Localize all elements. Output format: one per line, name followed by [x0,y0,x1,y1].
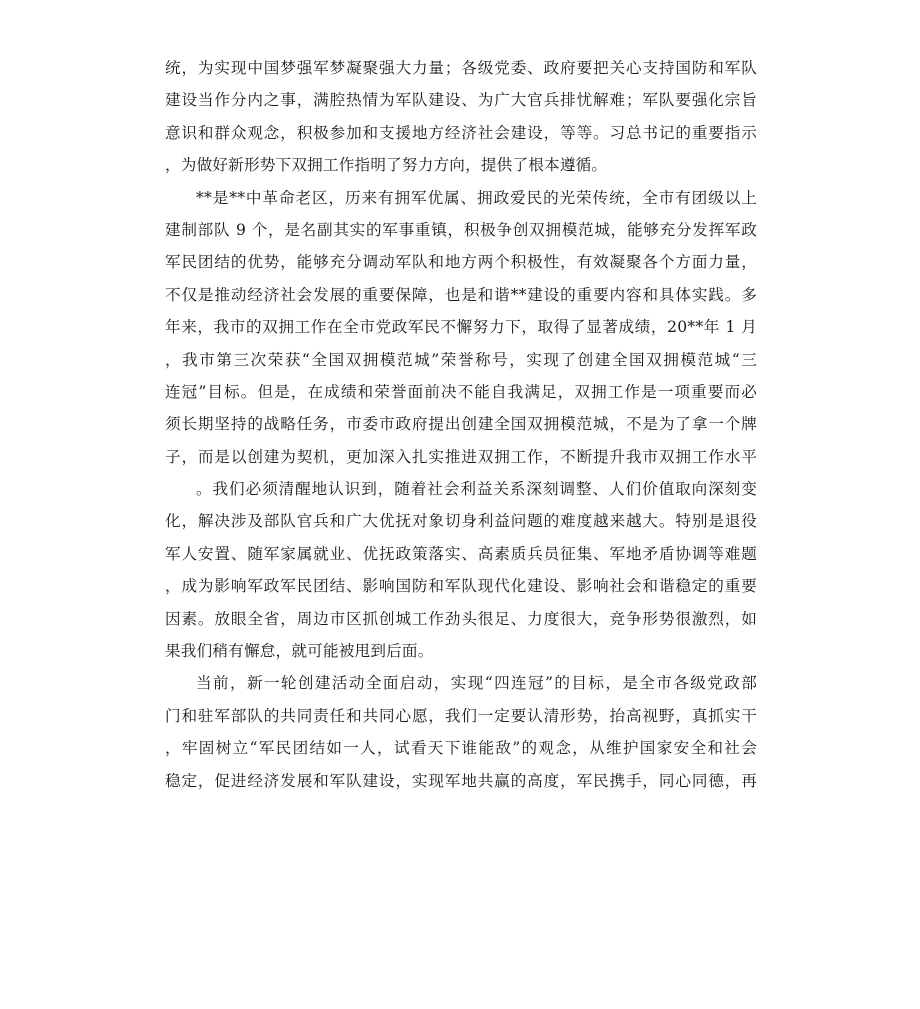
paragraph-first-line: 当前，新一轮创建活动全面启动，实现“四连冠”的目标，是全市各级党政部 [196,674,757,693]
text-line: 建设当作分内之事，满腔热情为军队建设、为广大官兵排忧解难；军队要强化宗旨 [165,91,757,110]
text-line: 子，而是以创建为契机，更加深入扎实推进双拥工作，不断提升我市双拥工作水平 [165,447,757,466]
paragraph-first-line: **是**中革命老区，历来有拥军优属、拥政爱民的光荣传统，全市有团级以上 [196,188,757,207]
text-line: 因素。放眼全省，周边市区抓创城工作劲头很足、力度很大，竞争形势很激烈，如 [165,609,757,628]
text-line: ，为做好新形势下双拥工作指明了努力方向，提供了根本遵循。 [165,156,608,175]
text-line: 果我们稍有懈怠，就可能被甩到后面。 [165,642,434,661]
text-line: 须长期坚持的战略任务，市委市政府提出创建全国双拥模范城，不是为了拿一个牌 [165,415,757,434]
text-line: 军民团结的优势，能够充分调动军队和地方两个积极性，有效凝聚各个方面力量， [165,253,757,272]
text-line: 稳定，促进经济发展和军队建设，实现军地共赢的高度，军民携手，同心同德，再 [165,771,757,790]
text-line: 化，解决涉及部队官兵和广大优抚对象切身利益问题的难度越来越大。特别是退役 [165,512,757,531]
text-line: 军人安置、随军家属就业、优抚政策落实、高素质兵员征集、军地矛盾协调等难题 [165,544,757,563]
text-line: 连冠”目标。但是，在成绩和荣誉面前决不能自我满足，双拥工作是一项重要而必 [165,382,757,401]
text-line: 建制部队 9 个，是名副其实的军事重镇，积极争创双拥模范城，能够充分发挥军政 [165,220,757,239]
text-line: ，牢固树立“军民团结如一人，试看天下谁能敌”的观念，从维护国家安全和社会 [165,739,757,758]
text-line: 意识和群众观念，积极参加和支援地方经济社会建设，等等。习总书记的重要指示 [165,123,757,142]
text-line: 统，为实现中国梦强军梦凝聚强大力量；各级党委、政府要把关心支持国防和军队 [165,59,757,77]
text-line: 不仅是推动经济社会发展的重要保障，也是和谐**建设的重要内容和具体实践。多 [165,285,757,304]
text-line: ，我市第三次荣获“全国双拥模范城”荣誉称号，实现了创建全国双拥模范城“三 [165,350,757,369]
text-line: ，成为影响军政军民团结、影响国防和军队现代化建设、影响社会和谐稳定的重要 [165,577,757,596]
text-line: 门和驻军部队的共同责任和共同心愿，我们一定要认清形势，抬高视野，真抓实干 [165,706,757,725]
text-line: 年来，我市的双拥工作在全市党政军民不懈努力下，取得了显著成绩，20**年 1 月 [165,318,757,337]
document-body [165,52,757,797]
paragraph-first-line: 。我们必须清醒地认识到，随着社会利益关系深刻调整、人们价值取向深刻变 [196,480,757,499]
